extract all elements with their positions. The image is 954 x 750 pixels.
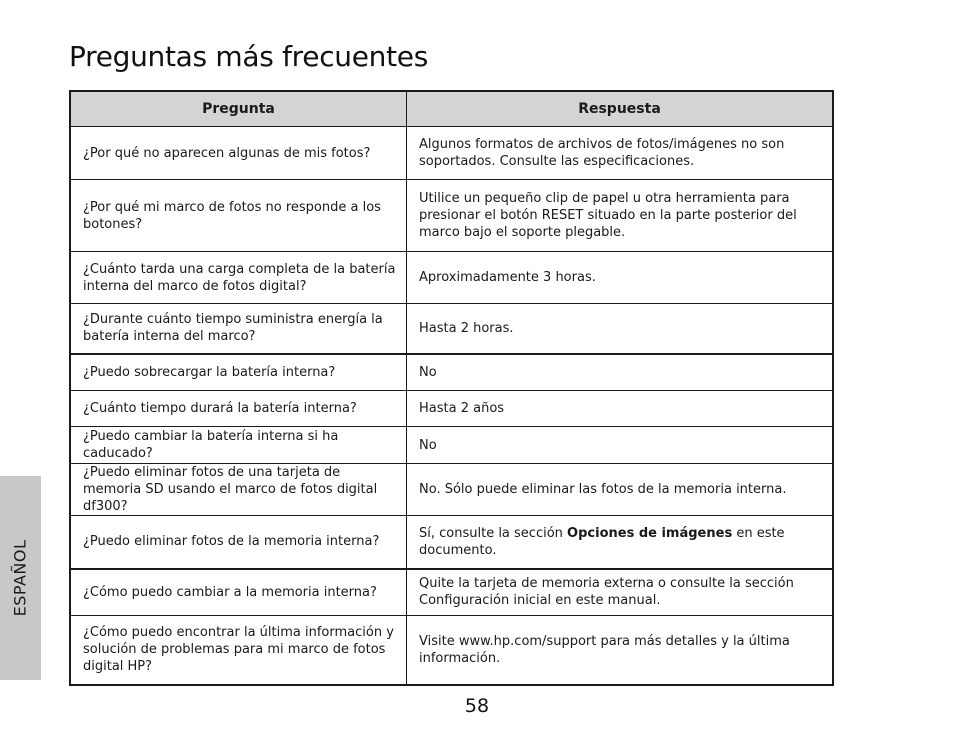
section-reference: Opciones de imágenes	[567, 525, 733, 541]
question-cell: ¿Durante cuánto tiempo suministra energía la batería interna del marco?	[70, 304, 407, 354]
column-header-question: Pregunta	[70, 91, 407, 127]
question-cell: ¿Puedo eliminar fotos de una tarjeta de memoria SD usando el marco de fotos digital df300?	[70, 464, 407, 516]
answer-cell: Utilice un pequeño clip de papel u otra herramienta para presionar el botón RESET situado en la parte posterior del marco bajo el soporte plegable.	[407, 180, 834, 252]
answer-text: Sí, consulte la sección	[419, 525, 568, 541]
answer-cell: Algunos formatos de archivos de fotos/imágenes no son soportados. Consulte las especificaciones.	[407, 127, 834, 180]
answer-cell: Aproximadamente 3 horas.	[407, 252, 834, 304]
table-row	[70, 516, 833, 569]
table-row	[70, 252, 833, 304]
question-cell: ¿Puedo sobrecargar la batería interna?	[70, 354, 407, 391]
table-row	[70, 127, 833, 180]
table-row	[70, 427, 833, 464]
table-row	[70, 569, 833, 616]
question-cell: ¿Cuánto tarda una carga completa de la batería interna del marco de fotos digital?	[70, 252, 407, 304]
question-cell: ¿Cuánto tiempo durará la batería interna?	[70, 391, 407, 427]
table-row	[70, 180, 833, 252]
answer-cell: Hasta 2 años	[407, 391, 834, 427]
table-row	[70, 391, 833, 427]
page-title: Preguntas más frecuentes	[69, 40, 429, 73]
table-row	[70, 304, 833, 354]
answer-text: en este documento.	[419, 525, 785, 558]
answer-cell: No. Sólo puede eliminar las fotos de la memoria interna.	[407, 464, 834, 516]
answer-cell	[407, 516, 834, 569]
language-label: ESPAÑOL	[10, 539, 30, 617]
question-cell: ¿Cómo puedo encontrar la última información y solución de problemas para mi marco de fotos digital HP?	[70, 616, 407, 685]
answer-cell: No	[407, 427, 834, 464]
answer-cell: Hasta 2 horas.	[407, 304, 834, 354]
table-row	[70, 616, 833, 685]
question-cell: ¿Puedo eliminar fotos de la memoria interna?	[70, 516, 407, 569]
page-number: 58	[464, 695, 490, 717]
table-header-row	[70, 91, 833, 127]
table-row	[70, 464, 833, 516]
question-cell: ¿Puedo cambiar la batería interna si ha caducado?	[70, 427, 407, 464]
answer-cell: No	[407, 354, 834, 391]
question-cell: ¿Por qué no aparecen algunas de mis fotos?	[70, 127, 407, 180]
language-side-tab	[0, 476, 41, 680]
table-row	[70, 354, 833, 391]
faq-table	[69, 90, 834, 686]
question-cell: ¿Cómo puedo cambiar a la memoria interna?	[70, 569, 407, 616]
column-header-answer: Respuesta	[407, 91, 834, 127]
answer-cell: Quite la tarjeta de memoria externa o consulte la sección Configuración inicial en este manual.	[407, 569, 834, 616]
question-cell: ¿Por qué mi marco de fotos no responde a los botones?	[70, 180, 407, 252]
answer-cell: Visite www.hp.com/support para más detalles y la última información.	[407, 616, 834, 685]
